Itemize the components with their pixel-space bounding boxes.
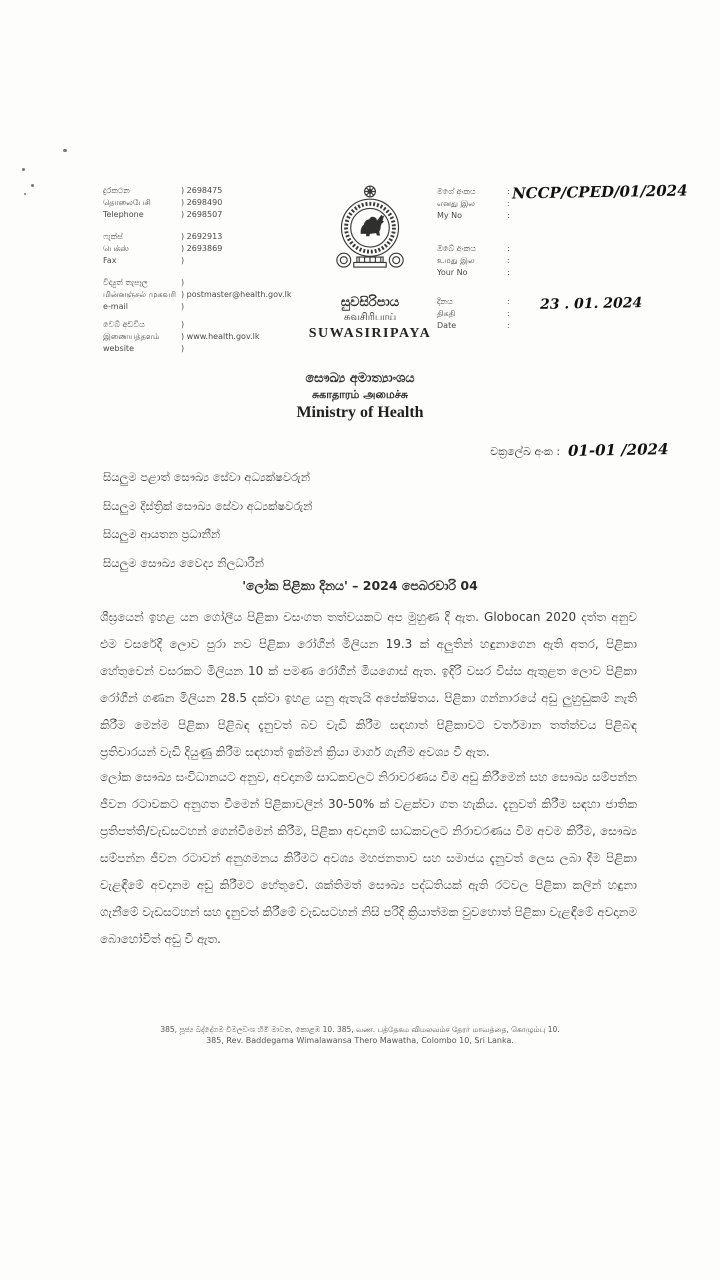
footer-address-english: 385, Rev. Baddegama Wimalawansa Thero Mawatha, Colombo 10, Sri Lanka.	[206, 1036, 514, 1045]
letterhead-name-sinhala: සුවසිරිපාය	[340, 295, 400, 310]
colon: :	[507, 199, 510, 208]
contact-telephone-block	[103, 185, 222, 221]
scan-artifact	[22, 168, 25, 171]
colon: :	[507, 297, 510, 306]
letter-subject-title: 'ලෝක පිළිකා දිනය' – 2024 පෙබරවාරි 04	[242, 578, 478, 593]
telephone-label-ta: தொலைபேசி	[103, 198, 151, 207]
email-label-ta: மின்னஞ்சல் முகவரி	[103, 290, 177, 299]
telephone-label-si: දුරකථන	[103, 186, 130, 195]
your-no-label-si: ඔබේ අංකය	[437, 244, 476, 253]
website-value: ) www.health.gov.lk	[181, 332, 260, 341]
recipient-line: සියලුම සෞඛ්‍ය වෛද්‍ය නිලධාරීන්	[103, 555, 265, 570]
colon: :	[507, 309, 510, 318]
scan-artifact	[31, 184, 34, 187]
ministry-title-block	[0, 370, 720, 423]
colon: :	[507, 244, 510, 253]
email-paren: )	[181, 302, 185, 311]
body-paragraph-2: ලෝක සෞඛ්‍ය සංවිධානයට අනුව, අවදානම් සාධකවලට නිරාවරණය වීම අඩු කිරීමෙන් සහ සෞඛ්‍ය සම්පන්න ජීවන රටාවකට අනුගත වීමෙන් පිළිකාවලින් 30-50% ක් වළක්වා ගත හැකිය. දැනුවත් කිරීම සඳහා ජාතික ප්‍රතිපත්ති/වැඩසටහන් ගෙන්වීමෙන් කිරීම, පිළිකා අවදානම් සාධකවලට නිරාවරණය වීම අවම කිරීම, සෞඛ්‍ය සම්පන්න ජීවන රටාවන් අනුගමනය කිරීමට අවශ්‍ය මහජනතාව සහ සමාජය දැනුවත් ලෙස ලබා දීම පිළිකා වැළඳීමේ අවදානම අඩු කිරීමට හේතුවේ. ශක්තිමත් සෞඛ්‍ය පද්ධතියක් ඇති රටවල පිළිකා කලින් හඳුනා ගැනීමේ වැඩසටහන් සහ දැනුවත් කිරීමේ වැඩසටහන් නිසි පරිදි ක්‍රියාත්මක වුවහොත් පිළිකා වැළඳීමේ අවදානම බොහෝවිත් අඩු වී ඇත.	[100, 770, 637, 946]
contact-email-block	[103, 277, 292, 313]
ministry-name-sinhala: සෞඛ්‍ය අමාත්‍යාංශය	[305, 371, 415, 386]
ministry-name-tamil: சுகாதாரம் அமைச்சு	[312, 388, 408, 401]
recipient-line: සියලුම පළාත් සෞඛ්‍ය සේවා අධ්‍යක්ෂවරුන්	[103, 470, 311, 484]
website-paren: )	[181, 344, 185, 353]
letterhead-name-tamil: சுவசிரிபாய்	[343, 312, 397, 323]
telephone-value: ) 2698507	[181, 210, 223, 219]
colon: :	[507, 268, 510, 277]
your-no-label-ta: உமது இல	[437, 256, 475, 265]
telephone-label-en: Telephone	[103, 210, 144, 219]
my-no-label-en: My No	[437, 211, 463, 220]
colon: :	[507, 211, 510, 220]
contact-website-block	[103, 319, 259, 355]
email-label-en: e-mail	[103, 302, 128, 311]
footer-address-sinhala-tamil: 385, පූජ්‍ය බද්දේගම විමලවංශ හිමි මාවත, කොළඹ 10. 385, வண. பத்தேகம விமலவம்ச தேரர் மாவத்தை, கொழும்பு 10.	[160, 1025, 560, 1034]
website-paren: )	[181, 320, 185, 329]
circular-number-line	[490, 441, 668, 459]
letterhead-emblem	[305, 183, 435, 343]
website-label-si: වෙබ් අඩවිය	[103, 320, 145, 329]
my-no-handwritten-value: NCCP/CPED/01/2024	[511, 181, 688, 203]
website-label-ta: இணையத்தளம்	[103, 332, 160, 341]
email-paren: )	[181, 278, 185, 287]
scan-artifact	[63, 149, 67, 152]
sri-lanka-emblem-icon	[331, 183, 409, 291]
recipient-line: සියලුම දිස්ත්‍රික් සෞඛ්‍ය සේවා අධ්‍යක්ෂවරුන්	[103, 498, 313, 513]
footer-address-block	[0, 1024, 720, 1047]
date-label-si: දිනය	[437, 297, 453, 306]
date-handwritten-value: 23 . 01. 2024	[539, 295, 643, 313]
date-label-ta: திகதி	[437, 309, 456, 318]
recipient-line: සියලුම ආයතන ප්‍රධානීන්	[103, 527, 221, 541]
my-no-label-ta: எனது இல	[437, 199, 475, 208]
circular-number-label: චක්‍රලේඛ අංක :	[490, 445, 561, 458]
fax-label-ta: பெக்ஸ்	[103, 244, 129, 253]
colon: :	[507, 187, 510, 196]
your-no-block	[437, 243, 510, 279]
letterhead-name-english: SUWASIRIPAYA	[308, 326, 432, 341]
contact-fax-block	[103, 231, 222, 267]
colon: :	[507, 256, 510, 265]
email-value: ) postmaster@health.gov.lk	[181, 290, 292, 299]
website-label-en: website	[103, 344, 134, 353]
ministry-name-english: Ministry of Health	[296, 404, 424, 421]
telephone-value: ) 2698490	[181, 198, 223, 207]
colon: :	[507, 321, 510, 330]
email-label-si: විද්‍යුත් තැපෑල	[103, 278, 148, 287]
fax-value: ) 2693869	[181, 244, 223, 253]
date-label-en: Date	[437, 321, 457, 330]
fax-value: )	[181, 256, 185, 265]
your-no-label-en: Your No	[437, 268, 468, 277]
fax-value: ) 2692913	[181, 232, 223, 241]
circular-number-handwritten-value: 01-01 /2024	[567, 440, 669, 460]
scan-artifact	[24, 193, 26, 195]
recipient-list	[103, 463, 312, 577]
fax-label-en: Fax	[103, 256, 117, 265]
my-no-block	[437, 186, 510, 222]
telephone-value: ) 2698475	[181, 186, 223, 195]
fax-label-si: ෆැක්ස්	[103, 232, 123, 241]
date-block	[437, 296, 510, 332]
my-no-label-si: මගේ අංකය	[437, 187, 476, 196]
body-paragraph-1: ශීඝ්‍රයෙන් ඉහළ යන ගෝලීය පිළිකා වසංගත තත්වයකට අප මුහුණ දී ඇත. Globocan 2020 දත්ත අනුව එම වසරේදී ලොව පුරා නව පිළිකා රෝගීන් මිලියන 19.3 ක් අලුතින් හඳුනාගෙන ඇති අතර, පිළිකා හේතුවෙන් වසරකට මිලියන 10 ක් පමණ රෝගීන් මියගොස් ඇත. ඉදිරි වසර විස්ස ඇතුළත ලොව පිළිකා රෝගීන් ගණන මිලියන 28.5 දක්වා ඉහළ යනු ඇතැයි අපේක්ෂිතය. පිළිකා ගන්නාරයේ අඩු ලුහුඬුකම් නැති කිරීම මෙන්ම පිළිකා පිළිබඳ දැනුවත් බව වැඩි කිරීම සඳහාත් පිළිකාවට වර්තමාන තත්ත්වය පිළිබඳ ප්‍රතිචාරයන් වැඩි දියුණු කිරීම සඳහාත් ඉක්මන් ක්‍රියා මාර්ග ගැනීම අවශ්‍ය වී ඇත.	[100, 610, 637, 759]
